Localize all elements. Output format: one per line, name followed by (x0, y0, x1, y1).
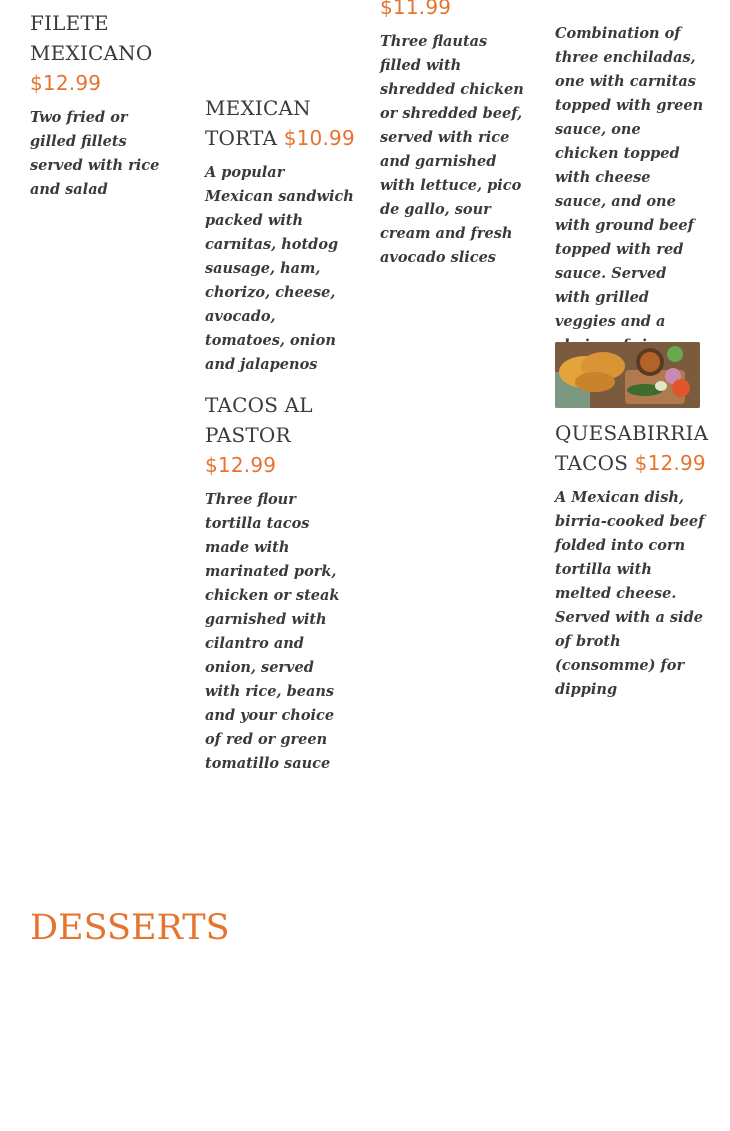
menu-item-filete-mexicano (30, 8, 170, 202)
item-description: Combination of three enchiladas, one with carnitas topped with green sauce, one chicken topped with cheese sauce, and one with ground beef topped with red sauce. Served with grilled veggies and a (555, 25, 704, 330)
item-title: QUESABIRRIA TACOS $12.99 (555, 421, 709, 475)
menu-item-enchiladas (555, 0, 705, 382)
menu-item-flautas (380, 0, 530, 270)
food-photo-icon (555, 342, 700, 408)
quesabirria-tacos-photo (555, 342, 700, 408)
menu-item-mexican-torta (205, 93, 355, 377)
item-description: A Mexican dish, birria-cooked beef folded into corn tortilla with melted cheese. Served with a side of broth (consomme) for dipping (555, 489, 705, 698)
menu-item-quesabirria-tacos (555, 418, 715, 702)
item-price: $12.99 (205, 453, 277, 477)
item-title (380, 0, 530, 22)
item-price: $12.99 (634, 451, 706, 475)
item-title: MEXICAN TORTA $10.99 (205, 96, 355, 150)
item-title: FILETE MEXICANO $12.99 (30, 11, 153, 95)
section-heading-desserts: DESSERTS (30, 908, 230, 948)
item-price: $11.99 (380, 0, 452, 19)
item-description: Three flautas filled with shredded chicken or shredded beef, served with rice and garnished with lettuce, pico de gallo, sour cream and fresh avocado slices (380, 33, 524, 266)
item-description: Two fried or gilled fillets served with rice and salad (30, 109, 160, 198)
item-title: TACOS AL PASTOR $12.99 (205, 393, 313, 477)
item-description: Three flour tortilla tacos made with marinated pork, chicken or steak garnished with cilantro and onion, served with rice, beans and your choice of red or green tomatillo sauce (205, 491, 340, 772)
menu-item-tacos-al-pastor (205, 390, 345, 776)
item-price: $12.99 (30, 71, 102, 95)
item-title (555, 0, 705, 14)
item-description: A popular Mexican sandwich packed with carnitas, hotdog sausage, ham, chorizo, cheese, avocado, tomatoes, onion and jalapenos (205, 164, 354, 373)
item-price: $10.99 (283, 126, 355, 150)
